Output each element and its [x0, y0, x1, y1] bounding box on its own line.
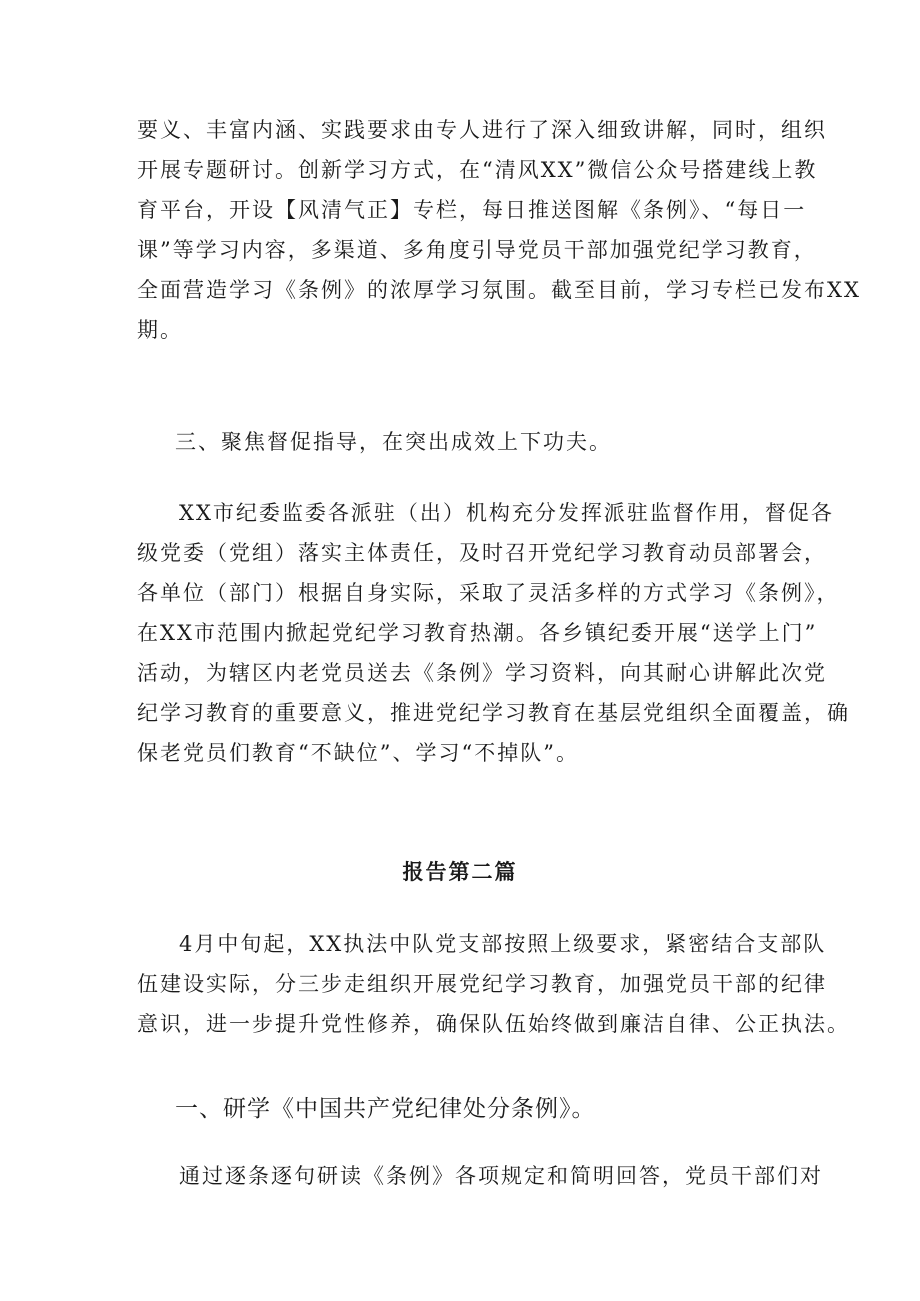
report-title: 报告第二篇 [402, 859, 518, 884]
paragraph-line: 活动，为辖区内老党员送去《条例》学习资料，向其耐心讲解此次党 [137, 661, 827, 685]
section-title-1: 一、研学《中国共产党纪律处分条例》。 [175, 1096, 596, 1122]
paragraph-line: 全面营造学习《条例》的浓厚学习氛围。截至目前，学习专栏已发布XX [137, 278, 861, 302]
paragraph-line: 各单位（部门）根据自身实际，采取了灵活多样的方式学习《条例》， [137, 581, 840, 605]
paragraph-line: 期。 [137, 318, 183, 342]
heading-text: 三、聚焦督促指导，在突出成效上下功夫。 [175, 430, 612, 454]
paragraph-3 [137, 924, 850, 1044]
paragraph-line: 在XX市范围内掀起党纪学习教育热潮。各乡镇纪委开展“送学上门” [137, 621, 818, 645]
paragraph-line: 级党委（党组）落实主体责任，及时召开党纪学习教育动员部署会， [137, 541, 827, 565]
paragraph-2 [137, 493, 850, 773]
paragraph-line: 纪学习教育的重要意义，推进党纪学习教育在基层党组织全面覆盖，确 [137, 701, 850, 725]
paragraph-line: 课”等学习内容，多渠道、多角度引导党员干部加强党纪学习教育， [137, 238, 817, 262]
paragraph-line: 育平台，开设【风清气正】专栏，每日推送图解《条例》、“每日一 [137, 198, 807, 222]
paragraph-line: 伍建设实际，分三步走组织开展党纪学习教育，加强党员干部的纪律 [137, 972, 827, 996]
paragraph-line: 保老党员们教育“不缺位”、学习“不掉队”。 [137, 741, 579, 765]
paragraph-4 [137, 1156, 823, 1196]
paragraph-line: 4月中旬起，XX执法中队党支部按照上级要求，紧密结合支部队 [179, 932, 827, 956]
paragraph-line: 开展专题研讨。创新学习方式，在“清风XX”微信公众号搭建线上教 [137, 158, 818, 182]
paragraph-line: 要义、丰富内涵、实践要求由专人进行了深入细致讲解，同时，组织 [137, 118, 827, 142]
paragraph-line: 意识，进一步提升党性修养，确保队伍始终做到廉洁自律、公正执法。 [137, 1012, 850, 1036]
section-heading-3 [175, 422, 775, 462]
paragraph-line: 通过逐条逐句研读《条例》各项规定和简明回答，党员干部们对 [179, 1164, 823, 1188]
paragraph-1 [137, 110, 861, 350]
paragraph-line: XX市纪委监委各派驻（出）机构充分发挥派驻监督作用，督促各 [179, 501, 834, 525]
